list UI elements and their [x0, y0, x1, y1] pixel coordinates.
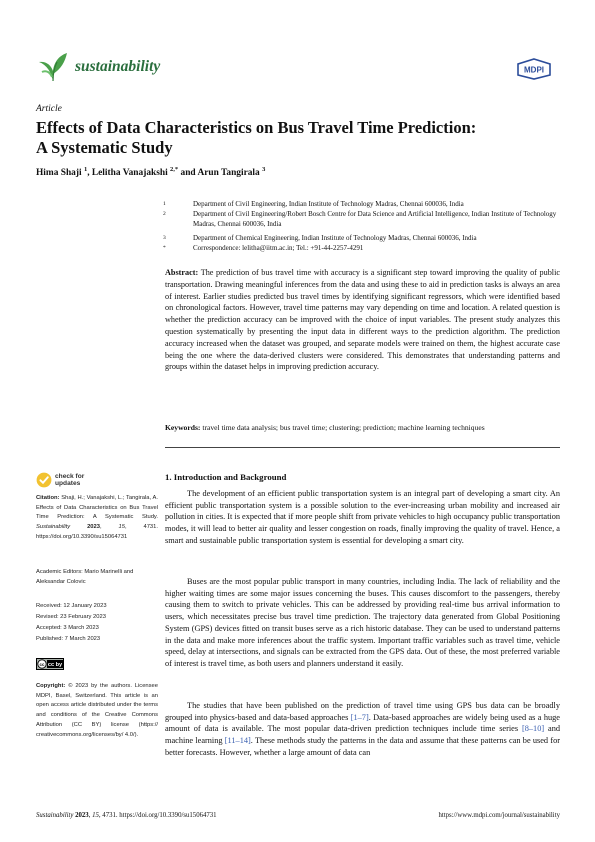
academic-editors: Academic Editors: Mario Marinelli and Aleksandar Colovic — [36, 569, 134, 585]
abstract-label: Abstract: — [165, 268, 199, 277]
check-for-updates-button[interactable] — [36, 472, 96, 490]
paragraph-text: . These methods study the patterns in the data and assume that these patterns can be used for better forecasts. However, whether a large amount of data can — [165, 736, 560, 757]
abstract — [165, 267, 560, 373]
author-affiliation-mark: 3 — [262, 166, 266, 173]
citation-journal: Sustainability — [36, 524, 71, 531]
date-revised: Revised: 23 February 2023 — [36, 614, 106, 620]
abstract-text: The prediction of bus travel time with accuracy is a significant step toward improving the quality of public transportation. Drawing meaningful inferences from the data and using these to aid in prediction tasks is always an area of interest. Earlier studies predicted bus travel times by identifying significant regressors, which were identified based on chronological factors. However, travel time patterns may vary depending on time and location. A related question is whether the prediction accuracy can be improved with the choice of input variables. The present study analyzes this question systematically by presenting the input data in different ways to the prediction algorithm. The prediction accuracy increased when the dataset was grouped, and separate models were trained on them, the highest accurate case being the one where the data-derived clusters were considered. This demonstrates that understanding patterns and groups within the dataset helps in improving prediction accuracy. — [165, 268, 560, 372]
footer-volume: 15 — [92, 812, 99, 819]
citation-link[interactable]: [8–10] — [521, 724, 545, 734]
copyright-label: Copyright: — [36, 683, 66, 689]
affiliation-text: Department of Chemical Engineering, Indian Institute of Technology Madras, Chennai 600036, India — [193, 234, 477, 242]
copyright-block — [36, 682, 158, 740]
citation-label: Citation: — [36, 495, 60, 501]
keywords-label: Keywords: — [165, 423, 201, 432]
author-name: Hima Shaji — [36, 168, 82, 179]
correspondence-text: Correspondence: lelitha@iitm.ac.in; Tel.: +91-44-2257-4291 — [193, 244, 364, 252]
footer-journal: Sustainability — [36, 812, 74, 819]
check-updates-line-2: updates — [55, 480, 81, 488]
citation-text: Shaji, H.; Vanajakshi, L.; Tangirala, A. Effects of Data Characteristics on Bus Travel Time Prediction: A Systematic Study. — [36, 495, 158, 521]
paragraph-text: . Data-based approaches are widely being used as a huge amount of data is available. The most popular data-driven prediction techniques include time series — [165, 712, 560, 734]
author-name: Arun Tangirala — [197, 168, 260, 179]
affiliation — [163, 210, 563, 229]
date-published: Published: 7 March 2023 — [36, 636, 101, 642]
footer-doi[interactable]: , 4731. https://doi.org/10.3390/su15064731 — [98, 812, 217, 819]
citation-year: 2023 — [87, 524, 100, 531]
correspondence — [163, 244, 563, 254]
cc-badge-text: cc by — [47, 662, 63, 669]
author-affiliation-mark: 1 — [83, 166, 88, 173]
date-accepted: Accepted: 3 March 2023 — [36, 625, 99, 631]
footer-journal-url[interactable]: https://www.mdpi.com/journal/sustainability — [438, 812, 560, 819]
title-line-1: Effects of Data Characteristics on Bus Travel Time Prediction: — [36, 118, 477, 137]
article-type: Article — [36, 104, 62, 114]
authors-and: and — [180, 168, 196, 179]
author-affiliation-mark: 2,* — [170, 166, 179, 173]
paragraph: The development of an efficient public transportation system is an integral part of developing a smart city. An efficient public transportation system is a possible solution to the ever-increasing urban mobility and increased air pollution in cities. It is expected that if more people shift from private vehicles to high occupancy public transportation modes, it will lead to better air quality and lesser congestion on roads, finally improving the quality of travel. Hence, a smart and sustainable public transportation system is essential for developing a smart city. — [165, 489, 560, 545]
section-divider — [165, 447, 560, 448]
section-heading: 1. Introduction and Background — [165, 472, 287, 482]
correspondence-mark: * — [163, 245, 166, 251]
date-received: Received: 12 January 2023 — [36, 603, 107, 609]
affiliation-number: 3 — [163, 235, 166, 241]
mdpi-logo — [516, 58, 552, 80]
journal-leaf-logo — [36, 50, 70, 84]
citation-link[interactable]: [1–7] — [350, 712, 369, 722]
check-updates-line-1: check for — [55, 473, 85, 480]
svg-text:cc: cc — [39, 661, 45, 667]
cc-by-license-icon[interactable] — [36, 658, 64, 670]
affiliation — [163, 234, 563, 244]
footer-citation: Sustainability 2023, 15, 4731. https://doi.org/10.3390/su15064731 — [36, 812, 217, 819]
keywords-text: travel time data analysis; bus travel time; clustering; prediction; machine learning techniques — [202, 423, 485, 432]
keywords — [165, 422, 560, 433]
affiliation-number: 2 — [163, 211, 166, 217]
affiliation — [163, 200, 563, 210]
citation-link[interactable]: [11–14] — [224, 736, 251, 746]
paragraph-text: and machine learning — [165, 724, 560, 746]
paragraph: Buses are the most popular public transport in many countries, including India. The lack of reliability and the higher waiting times are some major issues concerning the buses. This causes discomfort to the passengers, thereby causing them to switch to private vehicles. This can be addressed by providing real-time bus arrival information to users, which necessitates precise bus travel time prediction. The trajectory data generated from Global Positioning System (GPS) devices fitted on transit buses serve as a rich historic database. They can be used to understand patterns in the data and make more inferences about the traffic system. Important traffic variables such as travel time, vehicle speed, delay at intersections, and signals can be extracted from the GPS data. Out of these, the most preferred variable of interest is travel time, as both users and planners understand it easily. — [165, 577, 560, 668]
check-updates-text — [55, 473, 84, 488]
check-updates-icon — [36, 472, 52, 488]
citation-block: Citation: Shaji, H.; Vanajakshi, L.; Tangirala, A. Effects of Data Characteristics on Bus Travel Time Prediction: A Systematic Study. Sustainability 2023, 15, 4731. https://doi.org/10.3390/su15064731 — [36, 495, 158, 540]
affiliation-number: 1 — [163, 201, 166, 207]
copyright-text: © 2023 by the authors. Licensee MDPI, Basel, Switzerland. This article is an open access article distributed under the terms and conditions of the Creative Commons Attribution (CC BY) license (https:// creativecommons.org/licenses/by/ 4.0/). — [36, 683, 158, 738]
footer-year: 2023 — [75, 812, 89, 819]
paragraph-text: The studies that have been published on the prediction of travel time using GPS bus data can be broadly grouped into physics-based and data-based approaches — [165, 701, 560, 722]
mdpi-logo-text: MDPI — [524, 65, 544, 75]
paper-title — [36, 118, 566, 158]
affiliation-text: Department of Civil Engineering/Robert Bosch Centre for Data Science and Artificial Intelligence, Indian Institute of Technology Madras, Chennai 600036, India — [193, 210, 557, 228]
citation-doi[interactable]: , 4731. https://doi.org/10.3390/su15064731 — [36, 524, 158, 540]
author-name: Lelitha Vanajakshi — [91, 168, 168, 179]
journal-name: sustainability — [75, 58, 161, 75]
citation-volume: 15 — [118, 524, 125, 531]
affiliation-text: Department of Civil Engineering, Indian Institute of Technology Madras, Chennai 600036, India — [193, 200, 464, 208]
title-line-2: A Systematic Study — [36, 138, 173, 157]
paragraph — [165, 700, 560, 759]
author-list: Hima Shaji $^1$, Lelitha Vanajakshi $^{2,*}$ and Arun Tangirala $^3$ — [36, 166, 266, 179]
